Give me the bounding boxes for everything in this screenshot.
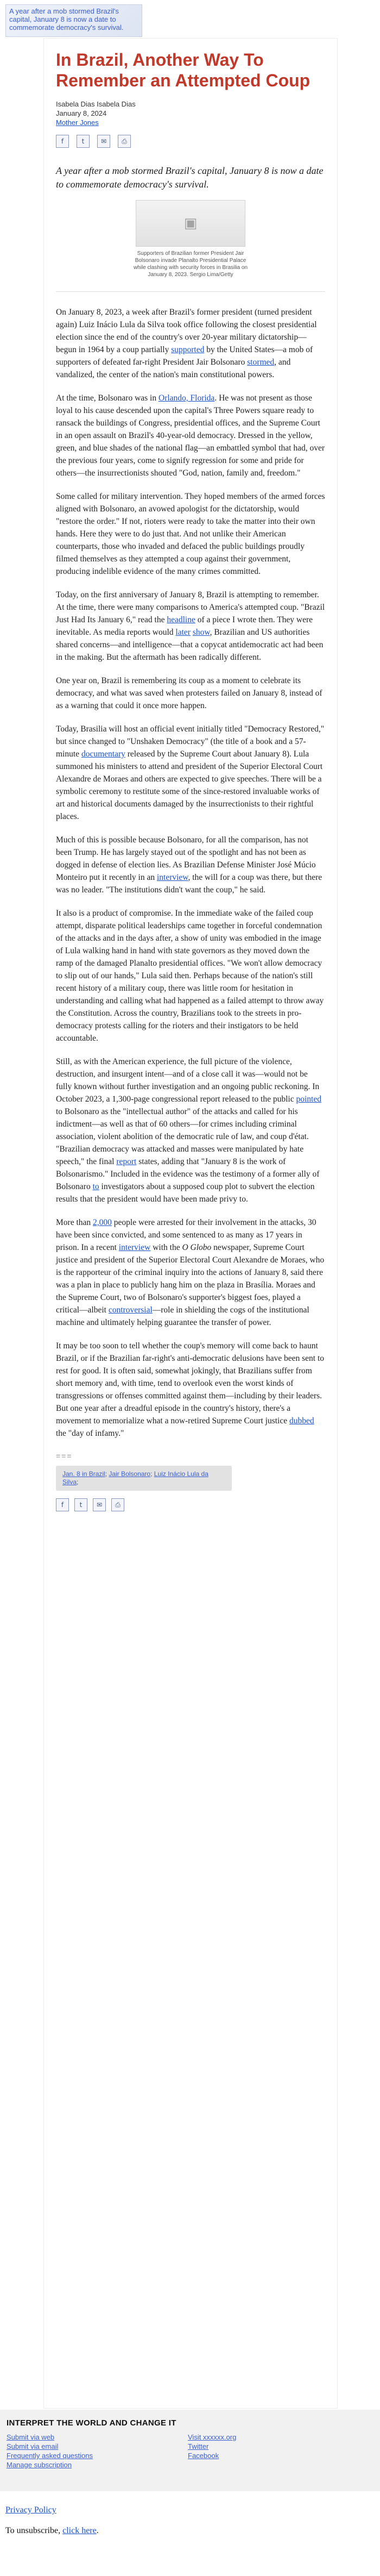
unsubscribe-link[interactable]: click here (62, 2526, 97, 2535)
link-headline[interactable]: headline (167, 615, 195, 624)
footer-link-faq[interactable]: Frequently asked questions (7, 2452, 93, 2460)
paragraph-7: Much of this is possible because Bolsonaro, for all the comparison, has not been Trump. He has largely stayed out of the spotlight and has not been as dogged in defense of election lies. As Brazilian Defense Minister José Múcio Monteiro put it recently in an interview, the will for a coup was there, but there was no leader. "The institutions didn't want the coup," he said. (56, 835, 322, 895)
paragraph-3: Some called for military intervention. They hoped members of the armed forces aligned with Bolsonaro, an avowed apologist for the dictatorship, would "restore the order." If not, rioters were ready to take the matter into their own hands. Here they were to do just that. And not unlike their American counterparts, those who invaded and defaced the public buildings proudly filmed themselves as they attempted a coup against their government, producing indelible evidence of the many crimes committed. (56, 492, 325, 576)
tag-lula-da-silva[interactable]: Luiz Inácio Lula da Silva (62, 1470, 208, 1486)
divider (56, 291, 325, 292)
footer-links-left (7, 2433, 93, 2469)
paragraph-1: On January 8, 2023, a week after Brazil's former president (turned president again) Luiz Inácio Lula da Silva took office following the closest presidential election since the end of the country's over 20-year military dictatorship—begun in 1964 by a coup partially supported by the United States—a mob of supporters of defeated far-right President Jair Bolsonaro stormed, and vandalized, the center of the nation's main constitutional powers. (56, 308, 317, 379)
twitter-icon[interactable]: t (77, 135, 90, 148)
footer (0, 2410, 380, 2491)
unsubscribe-line: To unsubscribe, click here. (5, 2526, 99, 2535)
footer-title: INTERPRET THE WORLD AND CHANGE IT (7, 2418, 176, 2428)
privacy-policy (5, 2505, 56, 2515)
link-2000[interactable]: 2,000 (93, 1218, 112, 1227)
hero-image[interactable] (5, 4, 142, 37)
publication-name: O Globo (182, 1243, 212, 1252)
tag-jan-8-in-brazil[interactable]: Jan. 8 in Brazil (62, 1470, 105, 1478)
link-to[interactable]: to (92, 1182, 99, 1191)
footer-link-visit-site[interactable]: Visit xxxxxx.org (188, 2433, 237, 2441)
footer-link-manage-subscription[interactable]: Manage subscription (7, 2461, 72, 2469)
lead-photo (136, 200, 245, 247)
paragraph-2: At the time, Bolsonaro was in Orlando, Florida. He was not present as those loyal to his cause descended upon the capital's Three Powers square ready to ransack the buildings of Congress, presidential offices, and the Supreme Court in an open assault on Brazil's 40-year-old democracy. Dressed in the yellow, green, and blue shades of the national flag—an embattled symbol that had, over the previous four years, come to signify regression for some and pride for others—the insurrectionists shouted "God, nation, family and, freedom." (56, 393, 325, 478)
byline-date: January 8, 2024 (56, 109, 107, 117)
share-icons-top (56, 135, 325, 148)
link-orlando[interactable]: Orlando, Florida (159, 393, 215, 403)
link-later[interactable]: later (175, 628, 191, 637)
paragraph-11: It may be too soon to tell whether the coup's memory will come back to haunt Brazil, or if the Brazilian far-right's anti-democratic delusions have been sent to rest for good. It is often said, somewhat jokingly, that Brazilians suffer from short memory and, with time, tend to overlook even the worst kinds of transgressions or offenses committed against them—including by their leaders. But one year after a dreadful episode in the country's history, there's a movement to memorialize what a now-retired Supreme Court justice dubbed the "day of infamy." (56, 1341, 325, 1438)
link-pointed[interactable]: pointed (296, 1095, 321, 1104)
article-card (43, 38, 338, 2409)
link-interview-monteiro[interactable]: interview (156, 873, 188, 882)
link-show[interactable]: show (192, 628, 210, 637)
footer-links-right (188, 2433, 236, 2460)
hero-image-alt-text: A year after a mob stormed Brazil's capital, January 8 is now a date to commemorate democracy's survival. (9, 7, 124, 32)
footer-link-submit-email[interactable]: Submit via email (7, 2442, 59, 2450)
link-interview-oglobo[interactable]: interview (118, 1243, 151, 1252)
link-documentary[interactable]: documentary (81, 749, 125, 759)
link-stormed[interactable]: stormed (247, 358, 275, 367)
facebook-icon[interactable]: f (56, 1498, 69, 1511)
footer-link-facebook[interactable]: Facebook (188, 2452, 219, 2460)
topic-tags: Jan. 8 in Brazil; Jair Bolsonaro; Luiz Inácio Lula da Silva; (56, 1466, 232, 1491)
twitter-icon[interactable]: t (74, 1498, 87, 1511)
section-separator: === (56, 1452, 73, 1460)
paragraph-5: One year on, Brazil is remembering its coup as a moment to celebrate its democracy, and what was saved when protesters failed on January 8, instead of as a warning that could it once more happen. (56, 676, 322, 710)
share-icons-bottom (56, 1498, 325, 1511)
paragraph-8: It also is a product of compromise. In the immediate wake of the failed coup attempt, disparate political leaderships came together in forceful condemnation of the attacks and in the days after, a show of unity was embodied in the image of Lula walking hand in hand with state governors as they moved down the ramp of the damaged Planalto presidential offices. "We won't allow democracy to slip out of our hands," Lula said then. Perhaps because of the nation's still recent history of a military coup, there was little room for hesitation in understanding and calling what had happened as a failed attempt to throw away the Constitution. Across the country, Brazilians took to the streets in pro-democracy protests calling for the rioters and their instigators to be held accountable. (56, 909, 324, 1043)
byline (56, 99, 325, 127)
link-supported[interactable]: supported (171, 345, 205, 354)
paragraph-10: More than 2,000 people were arrested for their involvement in the attacks, 30 have been since convicted, and some sentenced to as many as 17 years in prison. In a recent interview with the O Globo newspaper, Supreme Court justice and president of the Superior Electoral Court Alexandre de Moraes, who is the rapporteur of the criminal inquiry into the actions of January 8, said there was a plan in place to publicly hang him on the plaza in Brasília. Moraes and the Supreme Court, two of Bolsonaro's supporter's biggest foes, played a critical—albeit controversial—role in shielding the cogs of the institutional machine and ultimately helping guarantee the transfer of power. (56, 1218, 325, 1327)
byline-publication-link[interactable]: Mother Jones (56, 118, 99, 127)
tag-jair-bolsonaro[interactable]: Jair Bolsonaro (109, 1470, 151, 1478)
link-dubbed[interactable]: dubbed (289, 1416, 314, 1425)
article-title[interactable]: In Brazil, Another Way To Remember an Attempted Coup (56, 50, 311, 90)
privacy-policy-link[interactable]: Privacy Policy (5, 2505, 56, 2515)
email-icon[interactable]: ✉ (97, 135, 110, 148)
image-placeholder-icon: ▣ (183, 215, 198, 232)
article-body (56, 306, 325, 1440)
facebook-icon[interactable]: f (56, 135, 69, 148)
print-icon[interactable]: ⎙ (111, 1498, 124, 1511)
link-report[interactable]: report (116, 1157, 137, 1166)
article-dek: A year after a mob stormed Brazil's capital, January 8 is now a date to commemorate democracy's survival. (56, 165, 324, 190)
paragraph-6: Today, Brasilia will host an official event initially titled "Democracy Restored," but since changed to "Unshaken Democracy" (the title of a book and a 57-minute documentary released by the Supreme Court about January 8). Lula summoned his ministers to attend and president of the Superior Electoral Court Alexandre de Moraes and others are expected to give speeches. There will be a symbolic ceremony to restitute some of the since-restored invaluable works of art and historical documents damaged by the insurrectionists to their rightful places. (56, 724, 325, 821)
footer-link-submit-web[interactable]: Submit via web (7, 2433, 55, 2441)
byline-authors: Isabela Dias Isabela Dias (56, 100, 136, 108)
print-icon[interactable]: ⎙ (118, 135, 131, 148)
email-icon[interactable]: ✉ (93, 1498, 106, 1511)
paragraph-9: Still, as with the American experience, the full picture of the violence, destruction, and insurgent intent—and of a close call it was—would not be fully known without further investigation and an ongoing public reckoning. In October 2023, a 1,300-page congressional report released to the public pointed to Bolsonaro as the "intellectual author" of the attacks and called for his indictment—as well as that of 60 others—for crimes including criminal association, violent abolition of the democratic rule of law, and coup d'état. "Brazilian democracy was attacked and masses were manipulated by hate speech," the final report states, adding that "January 8 is the work of Bolsonarismo." Included in the evidence was the testimony of a former ally of Bolsonaro to investigators about a supposed coup plot to subvert the election results that the president would have been made privy to. (56, 1057, 321, 1204)
footer-link-twitter[interactable]: Twitter (188, 2442, 209, 2450)
photo-caption: Supporters of Brazilian former President Jair Bolsonaro invade Planalto Presidential Palace while clashing with security forces in Brasilia on January 8, 2023. Sergio Lima/Getty (133, 251, 248, 278)
link-controversial[interactable]: controversial (108, 1305, 153, 1315)
paragraph-4: Today, on the first anniversary of January 8, Brazil is attempting to remember. At the time, there were many comparisons to America's attempted coup. "Brazil Just Had Its January 6," read the headline of a piece I wrote then. They were inevitable. As media reports would later show, Brazilian and US authorities shared concerns—and intelligence—that a copycat antidemocratic act had been in the making. But the aftermath has been radically different. (56, 590, 325, 662)
